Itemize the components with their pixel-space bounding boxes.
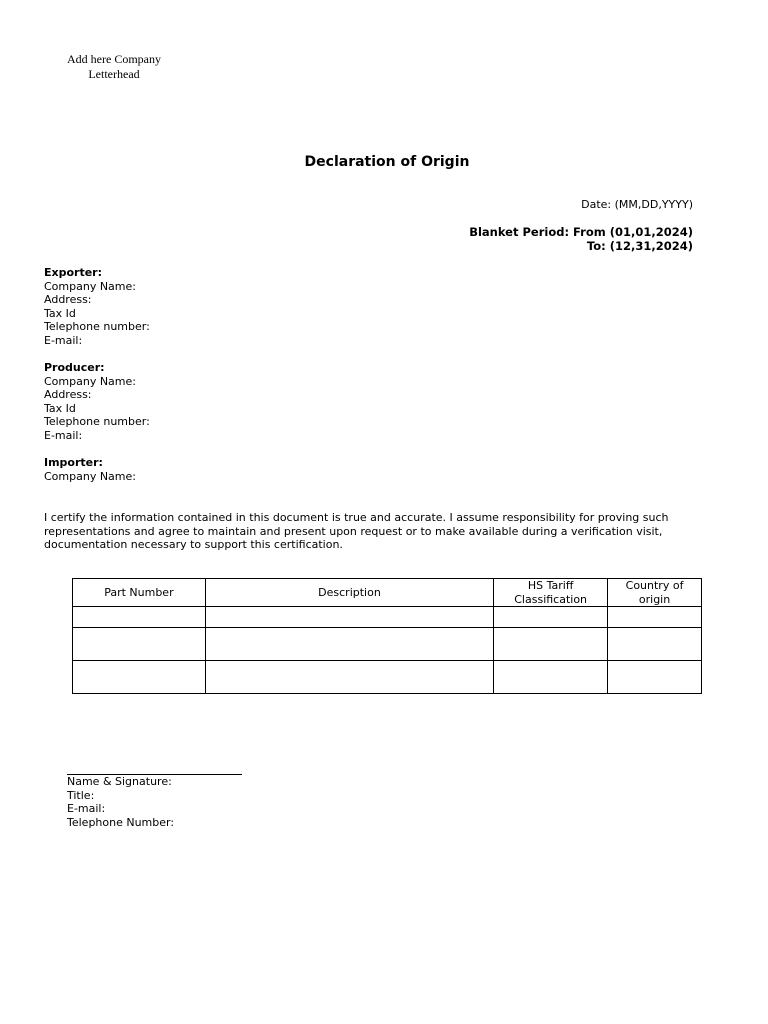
table-row [73, 607, 702, 628]
signature-email: E-mail: [67, 802, 106, 815]
cell-part-number[interactable] [73, 661, 206, 694]
blanket-period [469, 225, 693, 253]
cell-description[interactable] [205, 628, 493, 661]
table-row [73, 628, 702, 661]
exporter-tax-id: Tax Id [44, 306, 76, 320]
cell-part-number[interactable] [73, 607, 206, 628]
signature-name: Name & Signature: [67, 775, 172, 788]
cell-country[interactable] [608, 607, 702, 628]
date-field: Date: (MM,DD,YYYY) [581, 198, 693, 211]
exporter-section [44, 266, 150, 347]
exporter-telephone: Telephone number: [44, 320, 150, 333]
signature-block [67, 775, 174, 829]
header-hs-tariff-line-2: Classification [514, 592, 588, 606]
table-row [73, 661, 702, 694]
header-description: Description [205, 579, 493, 607]
producer-tax-id: Tax Id [44, 401, 76, 415]
cell-description[interactable] [205, 607, 493, 628]
cell-hs-tariff[interactable] [494, 628, 608, 661]
letterhead-line-1: Add here Company [67, 52, 161, 66]
cell-part-number[interactable] [73, 628, 206, 661]
blanket-period-from: Blanket Period: From (01,01,2024) [469, 225, 693, 239]
header-country-of-origin [608, 579, 702, 607]
table-header-row [73, 579, 702, 607]
producer-heading: Producer: [44, 361, 105, 374]
exporter-address: Address: [44, 293, 92, 306]
importer-company-name: Company Name: [44, 469, 136, 483]
goods-table [72, 578, 702, 694]
company-letterhead-placeholder [52, 52, 176, 82]
cell-country[interactable] [608, 661, 702, 694]
signature-telephone: Telephone Number: [67, 815, 175, 829]
producer-company-name: Company Name: [44, 374, 136, 388]
producer-email: E-mail: [44, 428, 83, 442]
exporter-company-name: Company Name: [44, 279, 136, 293]
header-country-line-1: Country of [625, 579, 684, 592]
cell-hs-tariff[interactable] [494, 661, 608, 694]
exporter-email: E-mail: [44, 333, 83, 347]
header-part-number: Part Number [73, 579, 206, 607]
document-title: Declaration of Origin [304, 154, 470, 170]
certification-line-1: I certify the information contained in this document is true and accurate. I assume responsibility for proving such [44, 511, 669, 524]
header-hs-tariff-line-1: HS Tariff [527, 579, 574, 592]
exporter-heading: Exporter: [44, 266, 103, 279]
producer-section [44, 361, 150, 442]
producer-telephone: Telephone number: [44, 415, 150, 428]
header-country-line-2: origin [638, 592, 671, 606]
importer-section [44, 456, 136, 483]
letterhead-line-2: Letterhead [88, 67, 140, 81]
header-hs-tariff [494, 579, 608, 607]
producer-address: Address: [44, 388, 92, 401]
blanket-period-to: To: (12,31,2024) [586, 239, 693, 253]
cell-hs-tariff[interactable] [494, 607, 608, 628]
cell-country[interactable] [608, 628, 702, 661]
signature-title: Title: [67, 788, 95, 802]
certification-line-2: representations and agree to maintain and present upon request or to make available during a verification visit, [44, 524, 663, 538]
certification-line-3: documentation necessary to support this certification. [44, 538, 343, 551]
importer-heading: Importer: [44, 456, 103, 469]
cell-description[interactable] [205, 661, 493, 694]
certification-statement [44, 511, 744, 552]
